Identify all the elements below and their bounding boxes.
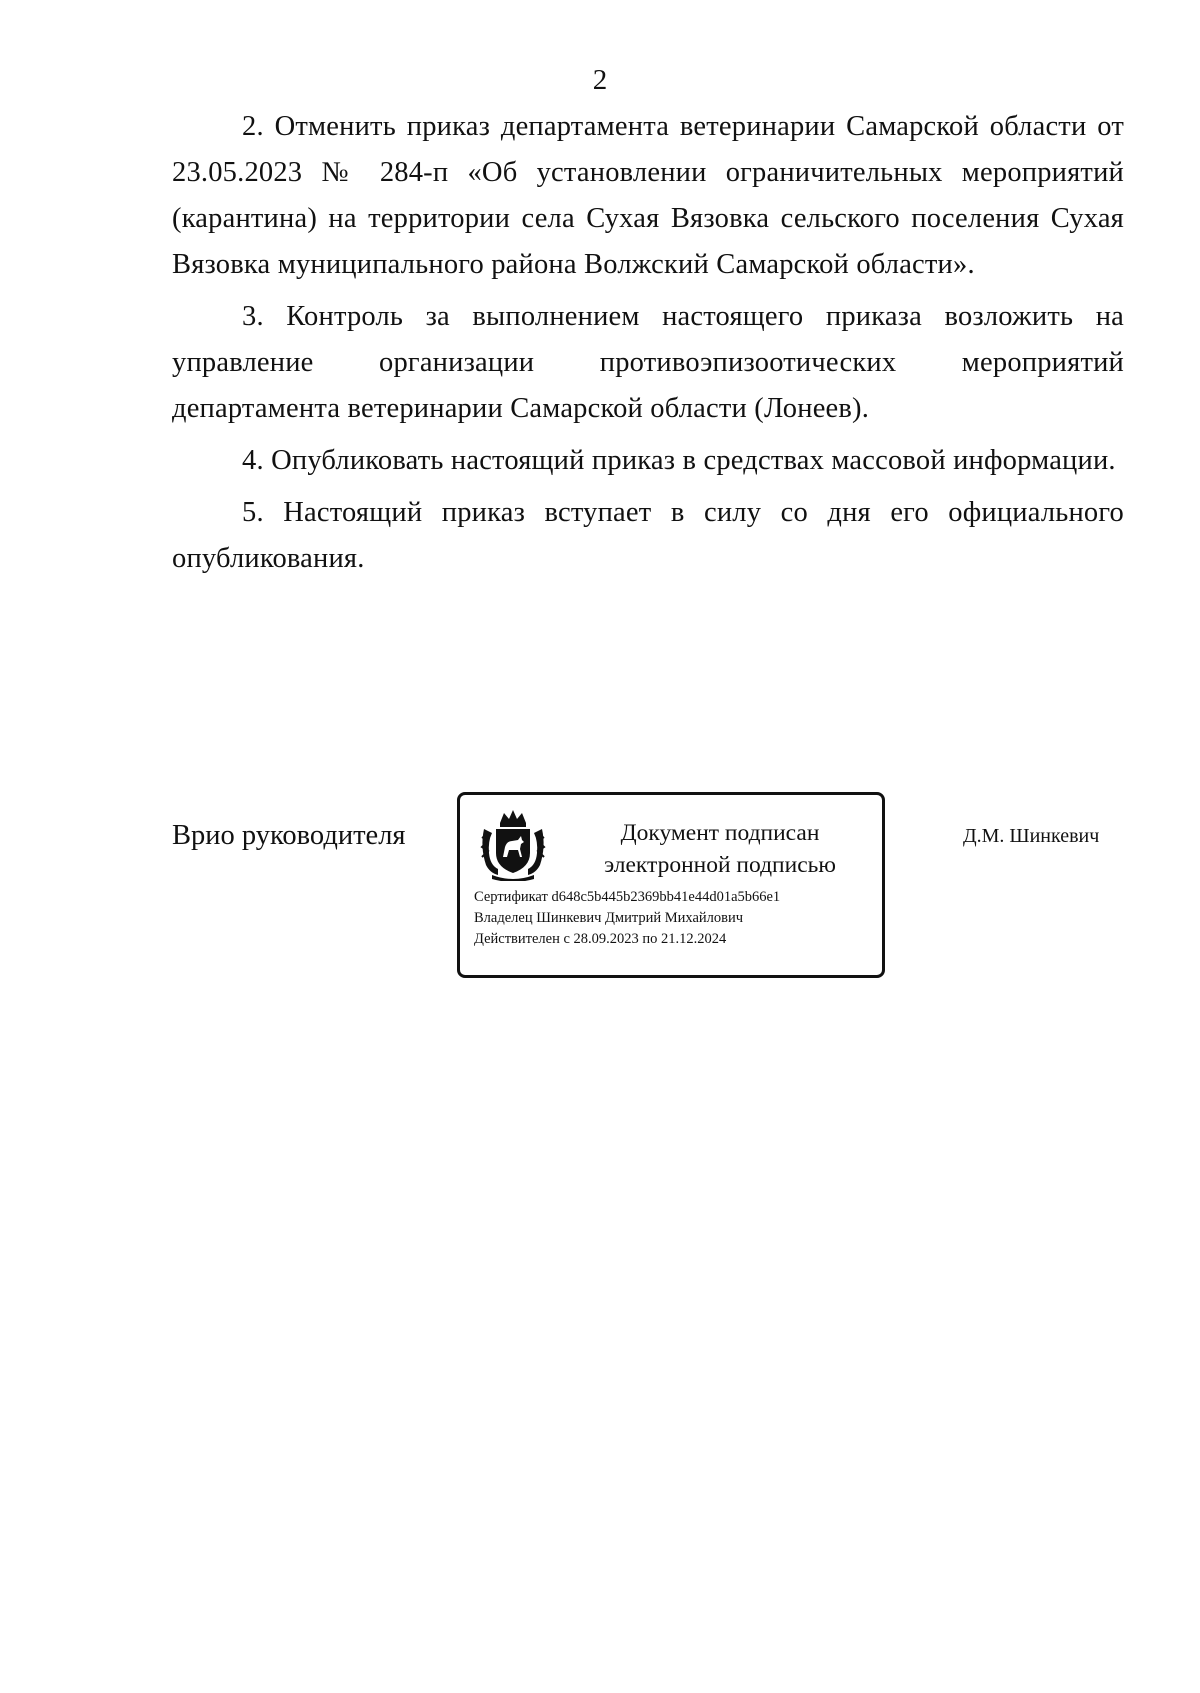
certificate-line: Сертификат d648c5b445b2369bb41e44d01a5b66e1 bbox=[474, 889, 781, 905]
stamp-heading-line-2: электронной подписью bbox=[604, 852, 836, 878]
owner-line: Владелец Шинкевич Дмитрий Михайлович bbox=[474, 910, 744, 926]
paragraph-5: 5. Настоящий приказ вступает в силу со дня его официального опубликования. bbox=[172, 497, 1124, 574]
paragraph-4: 4. Опубликовать настоящий приказ в средствах массовой информации. bbox=[242, 445, 1116, 476]
signer-position-title: Врио руководителя bbox=[172, 820, 406, 851]
document-body bbox=[172, 104, 1124, 588]
samara-region-coat-of-arms-icon bbox=[478, 807, 548, 881]
paragraph-2: 2. Отменить приказ департамента ветеринарии Самарской области от 23.05.2023 № 284-п «Об установлении ограничительных мероприятий (карантина) на территории села Сухая Вязовка сельского поселения Сухая Вязовка муниципального района Волжский Самарской области». bbox=[172, 111, 1124, 280]
paragraph-3: 3. Контроль за выполнением настоящего приказа возложить на управление организации противоэпизоотических мероприятий департамента ветеринарии Самарской области (Лонеев). bbox=[172, 301, 1124, 424]
stamp-heading bbox=[570, 817, 870, 881]
electronic-signature-stamp bbox=[457, 792, 885, 978]
page-number: 2 bbox=[592, 64, 608, 96]
stamp-details bbox=[474, 887, 874, 950]
stamp-heading-line-1: Документ подписан bbox=[620, 820, 820, 846]
validity-line: Действителен с 28.09.2023 по 21.12.2024 bbox=[474, 931, 727, 947]
signer-name: Д.М. Шинкевич bbox=[963, 825, 1100, 847]
